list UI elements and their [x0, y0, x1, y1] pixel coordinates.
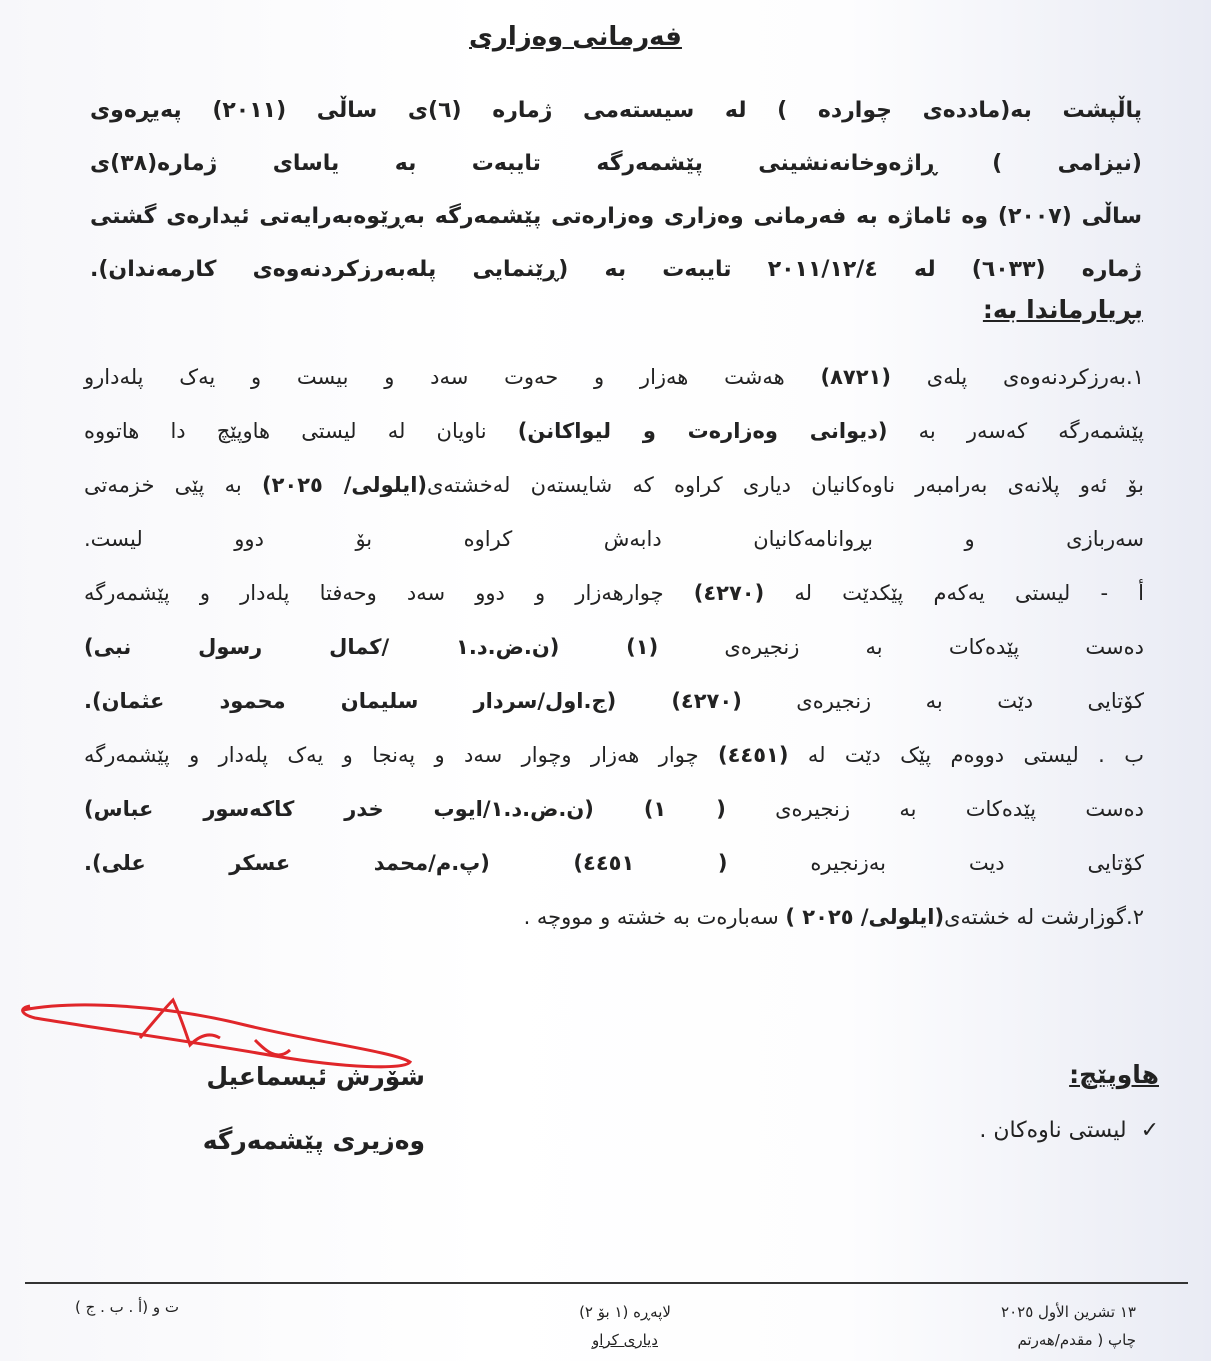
footer-marked: دیاری کراو [591, 1331, 658, 1349]
decision-body [84, 350, 1144, 944]
signatory-block [95, 1045, 425, 1173]
text-run: ٢.گوزارشت لە خشتەی [944, 905, 1144, 929]
decision-line [84, 728, 1144, 782]
decision-line [84, 512, 1144, 566]
decision-line [84, 404, 1144, 458]
text-run: پێشمەرگە کەسەر بە [887, 419, 1145, 443]
footer-page-number: لاپەڕە (١ بۆ ٢) [579, 1303, 671, 1321]
signatory-position: وەزیری پێشمەرگە [202, 1126, 425, 1155]
text-run-bold: (٨٧٢١) [820, 365, 891, 389]
document-title: فەرمانی وەزاری [469, 22, 682, 52]
decision-line [84, 458, 1144, 512]
text-run: دەست پێدەکات بە زنجیرەی [658, 635, 1144, 659]
footer-divider [25, 1282, 1188, 1284]
decision-line [84, 890, 1144, 944]
text-run: دەست پێدەکات بە زنجیرەی [725, 797, 1144, 821]
text-run: هەشت هەزار و حەوت سەد و بیست و یەک پلەدارو [84, 365, 821, 389]
intro-line: ساڵی (٢٠٠٧) وە ئاماژە بە فەرمانی وەزاری وەزارەتی پێشمەرگە بەڕێوەبەرایەتی ئیدارەی گشتی [90, 204, 1142, 229]
text-run: سەربازی و بڕوانامەکانیان دابەش کراوە بۆ دوو لیست. [84, 527, 1144, 551]
decision-line [84, 566, 1144, 620]
attachment-item [979, 1118, 1159, 1143]
decision-line [84, 674, 1144, 728]
text-run: چوارهەزار و دوو سەد وحەفتا پلەدار و پێشمەرگە [84, 581, 694, 605]
decision-line [84, 836, 1144, 890]
text-run-bold: (ایلولی/ ٢٠٢٥) [261, 473, 427, 497]
signatory-name: شۆرش ئیسماعیل [206, 1062, 425, 1091]
text-run-bold: (٤٤٥١) [717, 743, 789, 767]
attachments-heading: هاوپێچ: [1069, 1060, 1159, 1089]
attachment-label: لیستی ناوەکان . [979, 1118, 1127, 1143]
text-run: کۆتایی دیت بەزنجیرە [727, 851, 1144, 875]
footer-page-block [560, 1298, 690, 1354]
text-run: ١.بەرزکردنەوەی پلەی [890, 365, 1144, 389]
decision-line [84, 782, 1144, 836]
text-run: ب . لیستی دووەم پێک دێت لە [788, 743, 1145, 767]
text-run: چوار هەزار وچوار سەد و پەنجا و یەک پلەدار و پێشمەرگە [84, 743, 718, 767]
checkmark-icon: ✓ [1140, 1118, 1159, 1143]
footer-copies: چاپ ( مقدم/هەرتم [1017, 1331, 1136, 1349]
footer-initials: ت و (أ . ب . ج ) [75, 1298, 179, 1316]
intro-line: (نیزامی ) ڕاژەوخانەنشینی پێشمەرگە تایبەت بە یاسای ژمارە(٣٨)ی [90, 151, 1142, 176]
text-run-bold: (٤٢٧٠) (ج.اول/سردار سلیمان محمود عثمان). [84, 689, 742, 713]
text-run-bold: (٤٢٧٠) [693, 581, 765, 605]
intro-line: پاڵپشت بە(ماددەی چواردە ) لە سیستەمی ژمارە (٦)ی ساڵی (٢٠١١) پەیڕەوی [90, 98, 1142, 123]
text-run-bold: (دیوانی وەزارەت و لیواکانن) [517, 419, 888, 443]
text-run: أ - لیستی یەکەم پێکدێت لە [764, 581, 1145, 605]
text-run: سەبارەت بە خشتە و مووچە . [523, 905, 786, 929]
text-run-bold: (١) (ن.ض.د.١ /کمال رسول نبی) [84, 635, 659, 659]
text-run: کۆتایی دێت بە زنجیرەی [741, 689, 1144, 713]
text-run: بۆ ئەو پلانەی بەرامبەر ناوەکانیان دیاری کراوە کە شایستەن لەخشتەی [427, 473, 1144, 497]
decision-line [84, 350, 1144, 404]
decided-heading: بڕیارماندا بە: [982, 295, 1143, 324]
intro-paragraph [90, 84, 1142, 296]
text-run: بە پێی خزمەتی [84, 473, 262, 497]
text-run-bold: (ایلولی/ ٢٠٢٥ ) [785, 905, 945, 929]
intro-line: ژمارە (٦٠٣٣) لە ٢٠١١/١٢/٤ تایبەت بە (ڕێنمایی پلەبەرزکردنەوەی کارمەندان). [90, 257, 1142, 282]
text-run-bold: ( ١) (ن.ض.د.١/ایوب خدر کاکەسور عباس) [84, 797, 726, 821]
decision-line [84, 620, 1144, 674]
text-run: ناویان لە لیستی هاوپێچ دا هاتووە [84, 419, 518, 443]
footer-date: ١٣ تشرين الأول ٢٠٢٥ [1001, 1303, 1136, 1321]
footer-date-block [1001, 1298, 1136, 1354]
text-run-bold: ( ٤٤٥١) (پ.م/محمد عسکر علی). [84, 851, 728, 875]
